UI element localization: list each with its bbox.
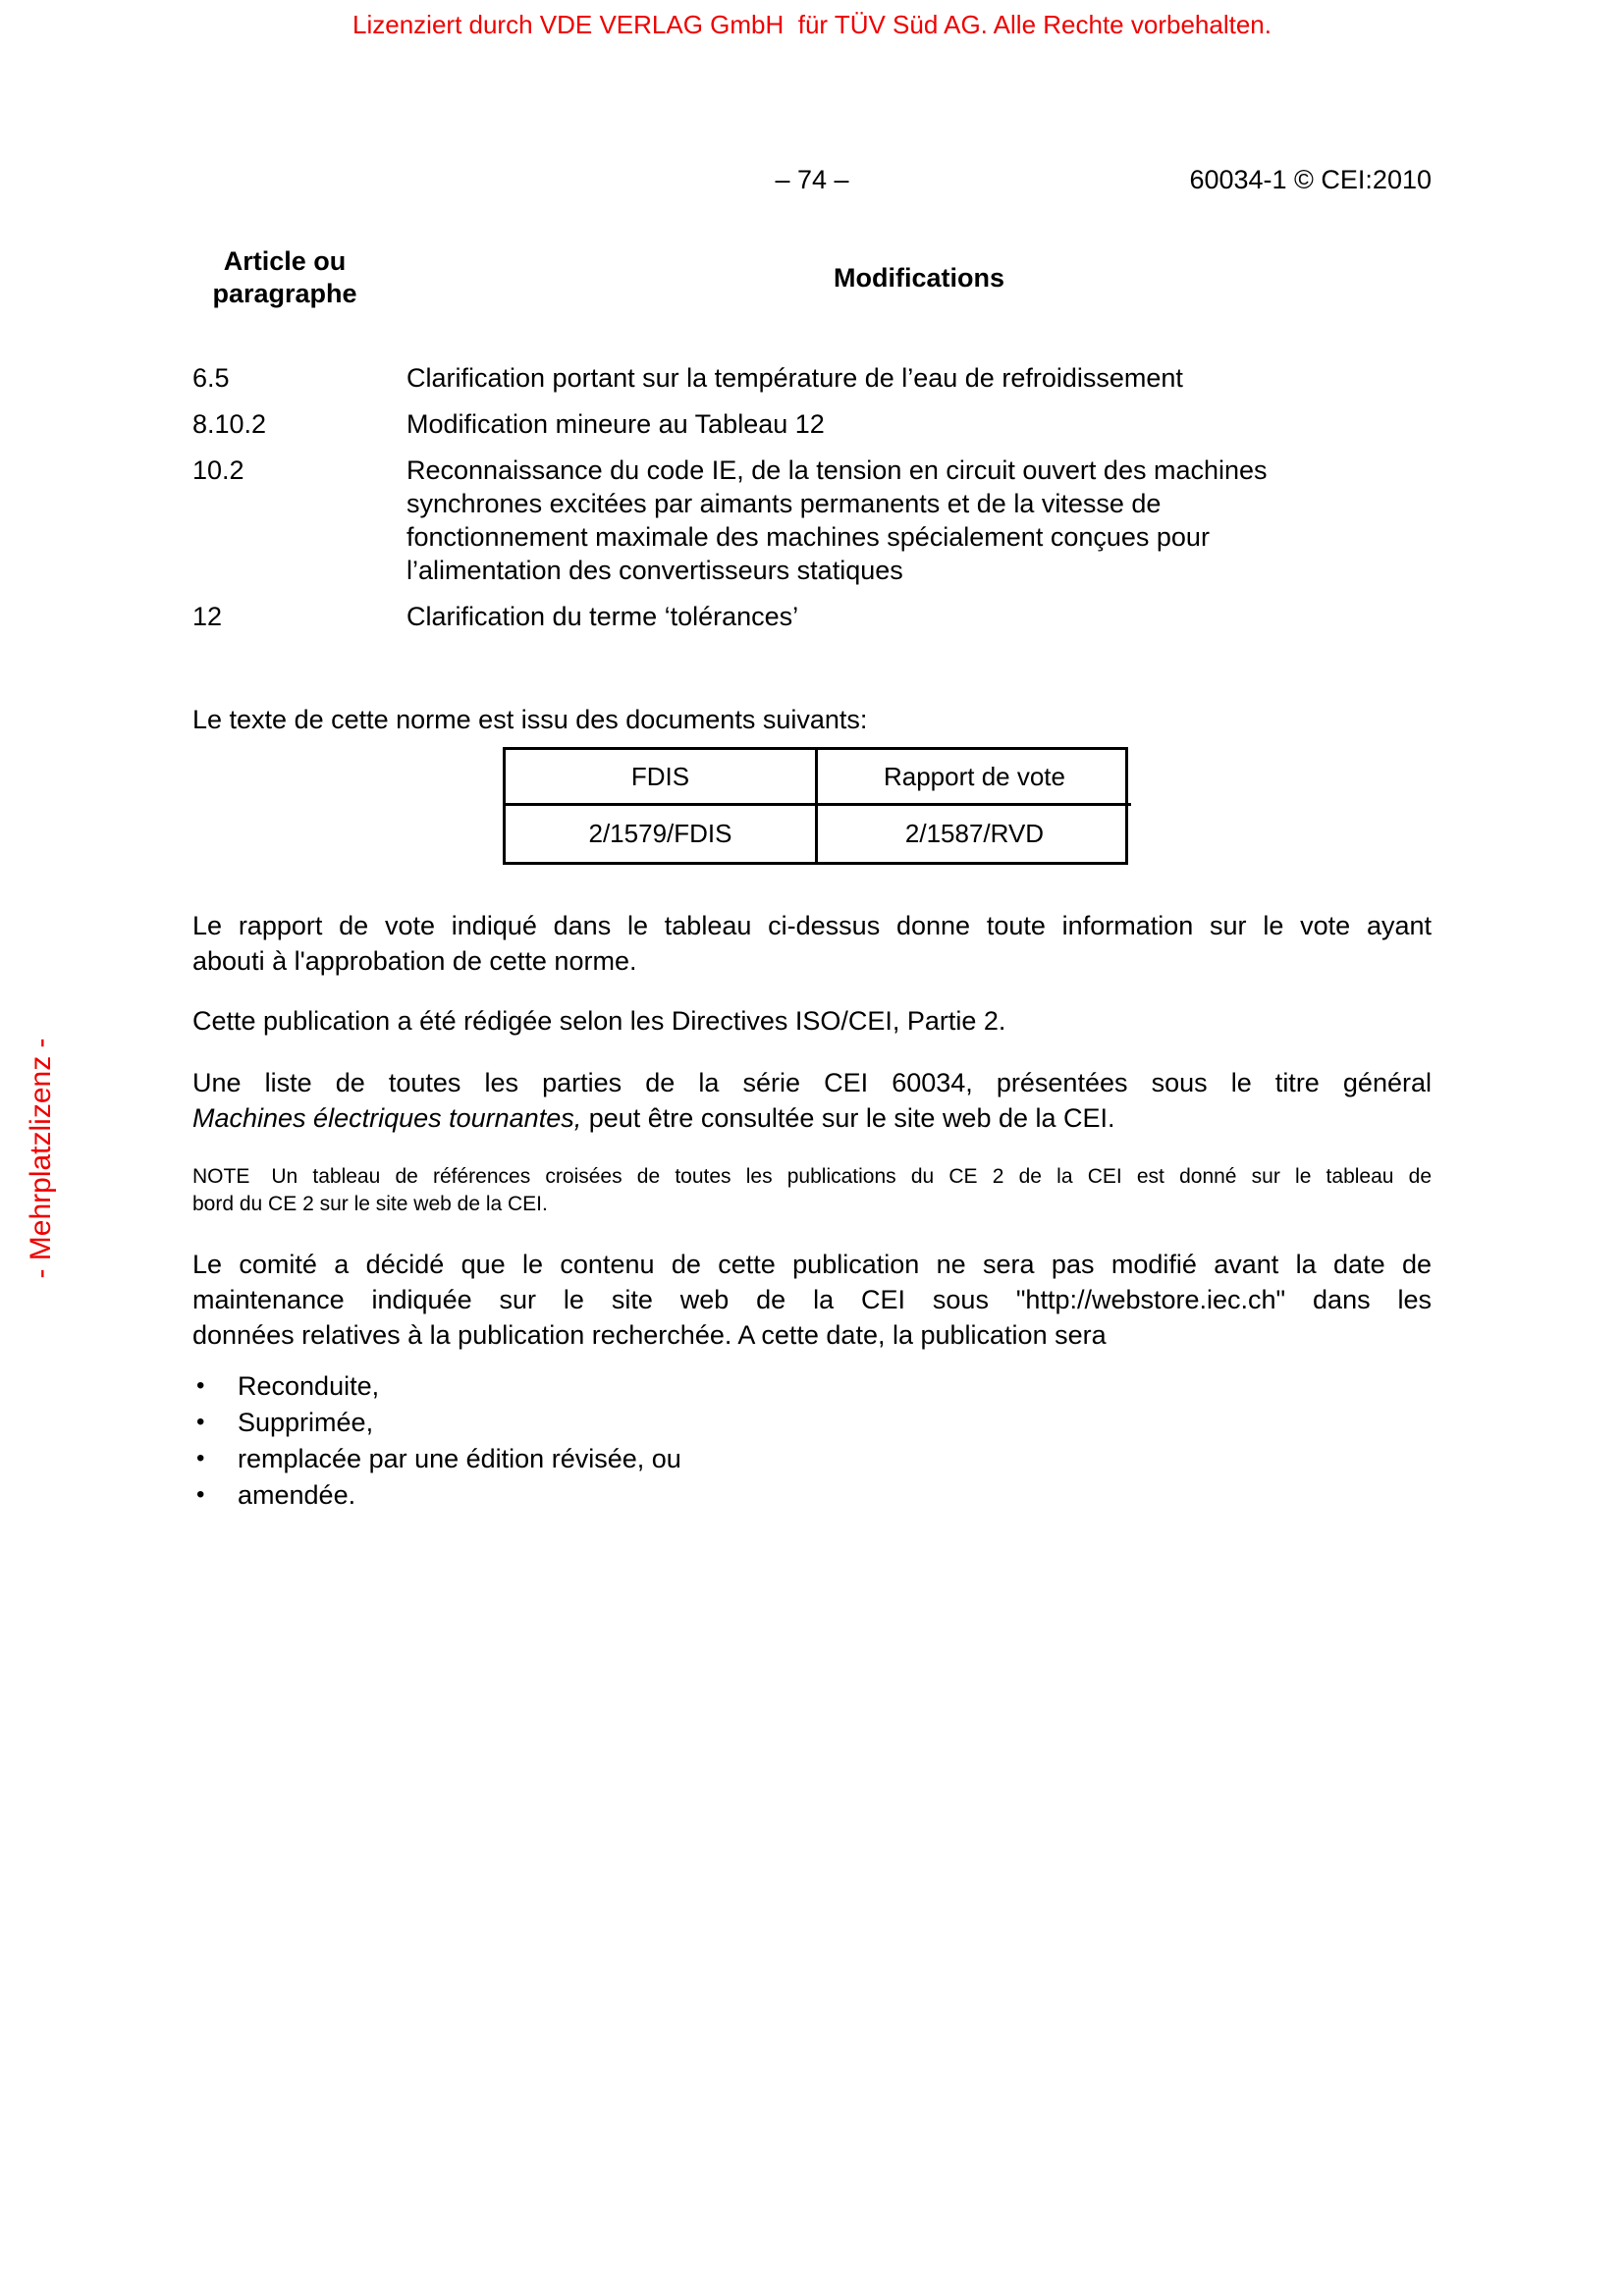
article-number: 10.2 (192, 455, 244, 485)
bullet-icon: • (196, 1409, 205, 1435)
list-item: • Reconduite, (192, 1369, 1432, 1403)
intro-line: Le texte de cette norme est issu des documents suivants: (192, 705, 868, 734)
vote-table-value-fdis: 2/1579/FDIS (506, 806, 818, 862)
bullet-icon: • (196, 1481, 205, 1508)
paragraph-comite: Le comité a décidé que le contenu de cette publication ne sera pas modifié avant la date de maintenance indiquée sur le site web de la CEI sous "http://webstore.iec.ch" dans les données relatives à la publication recherchée. A cette date, la publication sera (192, 1250, 1432, 1350)
table-row (192, 407, 1432, 441)
list-item: • remplacée par une édition révisée, ou (192, 1442, 1432, 1475)
modification-text: Clarification portant sur la température de l’eau de refroidissement (406, 363, 1183, 393)
paragraph-rapport-vote: Le rapport de vote indiqué dans le tableau ci-dessus donne toute information sur le vote ayant abouti à l'approbation de cette norme. (192, 911, 1432, 976)
list-item: • amendée. (192, 1478, 1432, 1512)
paragraph-note: NOTE Un tableau de références croisées de toutes les publications du CE 2 de la CEI est donné sur le tableau de bord du CE 2 sur le site web de la CEI. (192, 1165, 1432, 1215)
italic-series-title: Machines électriques tournantes, (192, 1103, 582, 1133)
bullet-icon: • (196, 1445, 205, 1471)
note-label: NOTE (192, 1165, 250, 1188)
vote-table-header-rapport: Rapport de vote (818, 750, 1131, 806)
vote-table-value-rapport: 2/1587/RVD (904, 819, 1045, 848)
paragraph-une-liste: Une liste de toutes les parties de la série CEI 60034, présentées sous le titre général Machines électriques tournantes, peut être consultée sur le site web de la CEI. (192, 1068, 1432, 1133)
page-number: – 74 – (775, 165, 849, 194)
col-header-modifications: Modifications (834, 262, 1004, 293)
license-watermark-vertical: - Mehrplatzlizenz - (25, 1038, 57, 1279)
article-number: 6.5 (192, 363, 230, 393)
paragraph-directives: Cette publication a été rédigée selon les Directives ISO/CEI, Partie 2. (192, 1006, 1006, 1036)
article-number: 8.10.2 (192, 409, 267, 439)
bullet-list (192, 1369, 1432, 1515)
article-number: 12 (192, 602, 223, 631)
table-row (192, 361, 1432, 395)
col-header-article-paragraphe: Article ou paragraphe (212, 246, 357, 308)
modification-text: Modification mineure au Tableau 12 (406, 409, 825, 439)
modification-text: Reconnaissance du code IE, de la tension en circuit ouvert des machines synchrones excitées par aimants permanents et de la vitesse de fonctionnement maximale des machines spécialement conçues pour l’alimentation des convertisseurs statiques (406, 455, 1268, 585)
list-item: • Supprimée, (192, 1406, 1432, 1439)
bullet-icon: • (196, 1372, 205, 1399)
table-row (192, 600, 1432, 633)
modification-text: Clarification du terme ‘tolérances’ (406, 602, 799, 631)
page-header (192, 163, 1432, 196)
vote-table (503, 747, 1128, 865)
vote-table-header-fdis: FDIS (506, 750, 818, 806)
modifications-table (192, 245, 1432, 646)
modifications-table-header (192, 245, 1432, 310)
document-reference: 60034-1 © CEI:2010 (1189, 165, 1432, 194)
table-row (192, 454, 1432, 587)
license-banner: Lizenziert durch VDE VERLAG GmbH für TÜV Süd AG. Alle Rechte vorbehalten. (352, 10, 1272, 39)
